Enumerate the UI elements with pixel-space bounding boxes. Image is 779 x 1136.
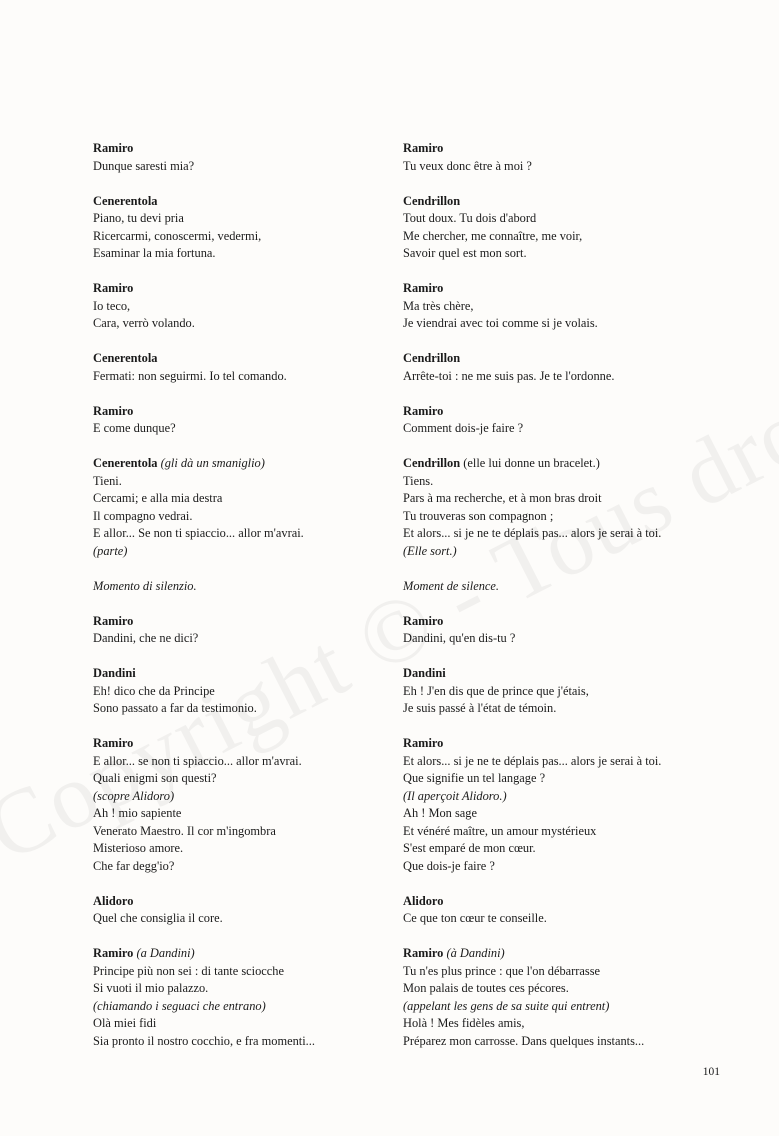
verse-line: Quali enigmi son questi? xyxy=(93,771,217,785)
italian-column xyxy=(93,140,383,1068)
stage-direction: (gli dà un smaniglio) xyxy=(160,456,265,470)
verse-line: Tiens. xyxy=(403,473,434,488)
stage-direction: (scopre Alidoro) xyxy=(93,788,175,803)
speaker-name: Alidoro xyxy=(93,893,134,908)
verse-line: Dunque saresti mia? xyxy=(93,158,195,173)
verse-line: Tu n'es plus prince : que l'on débarrasse xyxy=(403,963,601,978)
verse-line: Tout doux. Tu dois d'abord xyxy=(403,211,537,225)
dialogue-block xyxy=(403,140,703,175)
speaker-name: Ramiro xyxy=(93,403,134,418)
dialogue-block xyxy=(403,578,703,596)
speaker-line xyxy=(403,280,703,298)
speaker-line xyxy=(93,735,383,753)
verse-line: S'est emparé de mon cœur. xyxy=(403,841,536,855)
dialogue-block xyxy=(403,665,703,718)
verse-line: Savoir quel est mon sort. xyxy=(403,246,527,260)
dialogue-block xyxy=(403,455,703,560)
dialogue-block xyxy=(93,280,383,333)
verse-line: Cercami; e alla mia destra xyxy=(93,491,223,505)
verse-line: Mon palais de toutes ces pécores. xyxy=(403,981,569,995)
verse-line: Ma très chère, xyxy=(403,298,474,313)
verse-line: Fermati: non seguirmi. Io tel comando. xyxy=(93,368,287,383)
verse-line: Misterioso amore. xyxy=(93,841,184,855)
dialogue-block xyxy=(93,945,383,1050)
speaker-line xyxy=(93,945,383,963)
speaker-line xyxy=(93,893,383,911)
dialogue-block xyxy=(403,735,703,875)
verse-line: E allor... Se non ti spiaccio... allor m'avrai. xyxy=(93,526,304,540)
verse-line: Quel che consiglia il core. xyxy=(93,911,223,925)
verse-line: Que signifie un tel langage ? xyxy=(403,771,546,785)
speaker-line xyxy=(93,613,383,631)
speaker-line xyxy=(93,403,383,421)
verse-line: Principe più non sei : di tante sciocche xyxy=(93,963,284,978)
stage-direction: (Elle sort.) xyxy=(403,543,457,558)
stage-direction: (appelant les gens de sa suite qui entrent) xyxy=(403,998,610,1013)
verse-line: Je viendrai avec toi comme si je volais. xyxy=(403,316,598,330)
verse-line: Préparez mon carrosse. Dans quelques instants... xyxy=(403,1033,645,1048)
verse-line: Tu veux donc être à moi ? xyxy=(403,158,532,173)
dialogue-block xyxy=(93,665,383,718)
dialogue-block xyxy=(403,945,703,1050)
dialogue-block xyxy=(93,735,383,875)
stage-direction: (à Dandini) xyxy=(446,946,505,960)
verse-line: Esaminar la mia fortuna. xyxy=(93,246,216,260)
speaker-line xyxy=(403,613,703,631)
verse-line: Arrête-toi : ne me suis pas. Je te l'ordonne. xyxy=(403,368,615,383)
speaker-name: Ramiro xyxy=(403,141,444,155)
speaker-name: Ramiro xyxy=(403,736,444,750)
dialogue-block xyxy=(93,350,383,385)
verse-line: Piano, tu devi pria xyxy=(93,211,184,225)
verse-line: Je suis passé à l'état de témoin. xyxy=(403,701,557,715)
speaker-name: Ramiro xyxy=(403,281,444,295)
verse-line: Pars à ma recherche, et à mon bras droit xyxy=(403,491,602,505)
stage-direction: Momento di silenzio. xyxy=(93,578,197,593)
dialogue-block xyxy=(403,193,703,263)
verse-line: Me chercher, me connaître, me voir, xyxy=(403,228,583,243)
dialogue-block xyxy=(93,613,383,648)
dialogue-block xyxy=(93,193,383,263)
stage-direction: (a Dandini) xyxy=(136,946,195,960)
speaker-line xyxy=(403,665,703,683)
verse-line: Dandini, che ne dici? xyxy=(93,631,199,645)
speaker-line xyxy=(93,140,383,158)
verse-line: Si vuoti il mio palazzo. xyxy=(93,981,209,995)
dialogue-block xyxy=(93,403,383,438)
verse-line: Che far degg'io? xyxy=(93,858,175,873)
verse-line: Ce que ton cœur te conseille. xyxy=(403,911,547,925)
speaker-name: Ramiro xyxy=(403,613,444,628)
speaker-name: Cenerentola xyxy=(93,456,158,470)
verse-line: Eh ! J'en dis que de prince que j'étais, xyxy=(403,683,589,698)
verse-line: E allor... se non ti spiaccio... allor m'avrai. xyxy=(93,753,302,768)
speaker-line xyxy=(403,893,703,911)
verse-line: E come dunque? xyxy=(93,421,176,435)
dialogue-block xyxy=(403,280,703,333)
dialogue-block xyxy=(93,455,383,560)
speaker-name: Cendrillon xyxy=(403,193,461,208)
speaker-name: Ramiro xyxy=(93,736,134,750)
speaker-name: Ramiro xyxy=(403,946,444,960)
dialogue-block xyxy=(93,140,383,175)
verse-line: Tu trouveras son compagnon ; xyxy=(403,508,554,523)
speaker-line xyxy=(403,455,703,473)
verse-line: Ricercarmi, conoscermi, vedermi, xyxy=(93,228,262,243)
stage-direction: Moment de silence. xyxy=(403,578,499,593)
speaker-line xyxy=(93,665,383,683)
verse-line: Comment dois-je faire ? xyxy=(403,421,524,435)
verse-line: Dandini, qu'en dis-tu ? xyxy=(403,631,516,645)
stage-direction: (parte) xyxy=(93,543,128,558)
verse-line: Venerato Maestro. Il cor m'ingombra xyxy=(93,823,276,838)
speaker-name: Cendrillon xyxy=(403,351,461,365)
dialogue-block xyxy=(403,893,703,928)
verse-line: Sono passato a far da testimonio. xyxy=(93,701,257,715)
dialogue-block xyxy=(93,578,383,596)
verse-line: Il compagno vedrai. xyxy=(93,508,193,523)
page-number: 101 xyxy=(702,1066,720,1078)
speaker-name: Ramiro xyxy=(93,613,134,628)
speaker-name: Dandini xyxy=(403,666,446,680)
speaker-line xyxy=(403,945,703,963)
speaker-line xyxy=(403,403,703,421)
speaker-name: Ramiro xyxy=(403,403,444,418)
verse-line: Ah ! mio sapiente xyxy=(93,806,182,820)
speaker-name: Alidoro xyxy=(403,893,444,908)
verse-line: Que dois-je faire ? xyxy=(403,858,495,873)
stage-direction: (Il aperçoit Alidoro.) xyxy=(403,788,507,803)
verse-line: Et alors... si je ne te déplais pas... alors je serai à toi. xyxy=(403,753,662,768)
speaker-line xyxy=(93,193,383,211)
speaker-line xyxy=(403,350,703,368)
verse-line: Eh! dico che da Principe xyxy=(93,683,215,698)
stage-direction: (elle lui donne un bracelet.) xyxy=(463,456,600,470)
speaker-line xyxy=(403,735,703,753)
verse-line: Cara, verrò volando. xyxy=(93,316,195,330)
verse-line: Sia pronto il nostro cocchio, e fra momenti... xyxy=(93,1033,315,1048)
verse-line: Olà miei fidi xyxy=(93,1016,157,1030)
french-column xyxy=(403,140,703,1068)
dialogue-block xyxy=(403,403,703,438)
speaker-line xyxy=(403,140,703,158)
speaker-name: Ramiro xyxy=(93,281,134,295)
verse-line: Ah ! Mon sage xyxy=(403,806,477,820)
speaker-line xyxy=(93,280,383,298)
verse-line: Tieni. xyxy=(93,473,122,488)
verse-line: Et vénéré maître, un amour mystérieux xyxy=(403,823,597,838)
stage-direction: (chiamando i seguaci che entrano) xyxy=(93,998,266,1013)
speaker-line xyxy=(93,350,383,368)
speaker-name: Dandini xyxy=(93,666,136,680)
speaker-name: Ramiro xyxy=(93,141,134,155)
speaker-name: Cendrillon xyxy=(403,456,461,470)
verse-line: Holà ! Mes fidèles amis, xyxy=(403,1016,525,1030)
speaker-name: Ramiro xyxy=(93,946,134,960)
speaker-line xyxy=(93,455,383,473)
dialogue-block xyxy=(93,893,383,928)
speaker-name: Cenerentola xyxy=(93,351,158,365)
dialogue-block xyxy=(403,350,703,385)
speaker-name: Cenerentola xyxy=(93,193,158,208)
verse-line: Io teco, xyxy=(93,298,131,313)
speaker-line xyxy=(403,193,703,211)
verse-line: Et alors... si je ne te déplais pas... alors je serai à toi. xyxy=(403,526,662,540)
dialogue-block xyxy=(403,613,703,648)
